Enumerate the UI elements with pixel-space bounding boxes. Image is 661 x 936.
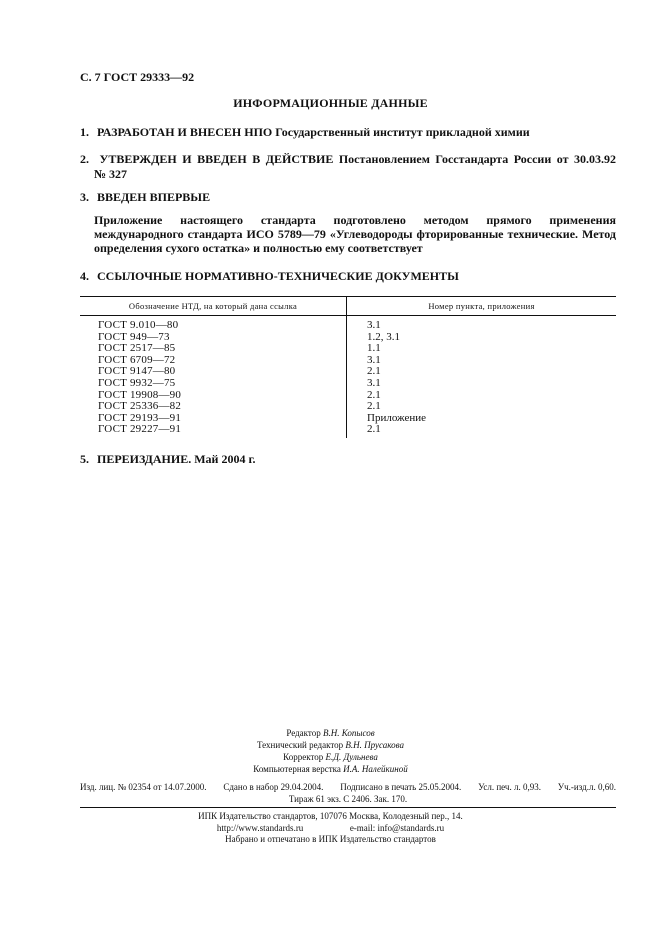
credit-tech-name: В.Н. Прусакова	[345, 740, 405, 750]
imprint-typeset-date: Сдано в набор 29.04.2004.	[223, 782, 324, 792]
section-4	[80, 269, 616, 284]
credit-editor	[0, 727, 661, 739]
credit-layout-role: Компьютерная верстка	[253, 764, 341, 774]
table-header-doc: Обозначение НТД, на который дана ссылка	[128, 301, 298, 311]
publisher-info	[0, 811, 661, 846]
section-1-heading: РАЗРАБОТАН И ВНЕСЕН НПО Государственный институт прикладной химии	[97, 125, 530, 139]
section-5-heading: ПЕРЕИЗДАНИЕ. Май 2004 г.	[97, 452, 256, 466]
table-cell-ref: Приложение	[367, 411, 427, 424]
table-cell-ref: 1.2, 3.1	[367, 330, 400, 343]
table-cell-doc: ГОСТ 2517—85	[98, 342, 176, 355]
imprint-line-1	[80, 781, 616, 793]
table-cell-ref: 2.1	[367, 388, 381, 401]
editorial-credits	[0, 727, 661, 775]
section-1	[80, 125, 616, 140]
table-cell-ref: 2.1	[367, 365, 381, 378]
table-top-rule	[80, 296, 616, 297]
publisher-website[interactable]: http://www.standards.ru	[216, 822, 304, 833]
section-2	[80, 152, 616, 167]
section-3	[80, 190, 616, 205]
credit-tech-editor	[0, 739, 661, 751]
section-3-text: Приложение настоящего стандарта подготовлено методом прямого применения международного стандарта ИСО 5789—79 «Углеводороды фторированные технические. Метод определения сухого остатка» и полностью ему соответствует	[94, 213, 616, 255]
imprint-line-2: Тираж 61 экз. С 2406. Зак. 170.	[288, 794, 408, 804]
table-cell-doc: ГОСТ 19908—90	[98, 388, 182, 401]
table-cell-doc: ГОСТ 9147—80	[98, 365, 176, 378]
credit-corr-role: Корректор	[283, 752, 324, 762]
section-2-cont: № 327	[94, 167, 128, 181]
imprint-license: Изд. лиц. № 02354 от 14.07.2000.	[80, 782, 207, 792]
credit-tech-role: Технический редактор	[256, 740, 344, 750]
table-cell-ref: 2.1	[367, 423, 381, 436]
publisher-contacts	[0, 823, 661, 835]
section-2-heading: УТВЕРЖДЕН И ВВЕДЕН В ДЕЙСТВИЕ Постановлением Госстандарта России от 30.03.92	[99, 152, 617, 166]
section-4-number: 4.	[80, 269, 89, 283]
credit-editor-name: В.Н. Копысов	[323, 728, 375, 738]
table-cell-ref: 3.1	[367, 353, 381, 366]
section-2-number: 2.	[80, 152, 89, 166]
table-row	[80, 424, 616, 436]
table-header-ref: Номер пункта, приложения	[428, 301, 535, 311]
section-3-heading: ВВЕДЕН ВПЕРВЫЕ	[97, 190, 211, 204]
credit-editor-role: Редактор	[286, 728, 321, 738]
section-5-number: 5.	[80, 452, 89, 466]
table-cell-ref: 3.1	[367, 376, 381, 389]
table-cell-doc: ГОСТ 9932—75	[98, 376, 176, 389]
table-row	[80, 320, 616, 332]
imprint-pub-sheets: Уч.-изд.л. 0,60.	[557, 782, 616, 792]
table-body	[80, 320, 616, 436]
credit-corr-name: Е.Д. Дульнева	[325, 752, 378, 762]
table-cell-ref: 3.1	[367, 319, 381, 331]
imprint-print-sheets: Усл. печ. л. 0,93.	[478, 782, 541, 792]
publisher-address: ИПК Издательство стандартов, 107076 Москва, Колодезный пер., 14.	[198, 811, 463, 821]
page-title: ИНФОРМАЦИОННЫЕ ДАННЫЕ	[233, 96, 428, 110]
table-row	[80, 378, 616, 390]
section-5	[80, 452, 616, 467]
table-cell-doc: ГОСТ 29193—91	[98, 411, 182, 424]
credit-layout-name: И.А. Налейкиной	[343, 764, 408, 774]
section-4-heading: ССЫЛОЧНЫЕ НОРМАТИВНО-ТЕХНИЧЕСКИЕ ДОКУМЕНТЫ	[97, 269, 459, 283]
table-cell-doc: ГОСТ 6709—72	[98, 353, 176, 366]
page-header: С. 7 ГОСТ 29333—92	[80, 70, 195, 84]
section-1-number: 1.	[80, 125, 89, 139]
table-cell-doc: ГОСТ 9.010—80	[98, 319, 179, 331]
table-cell-doc: ГОСТ 25336—82	[98, 400, 182, 413]
references-table	[80, 296, 616, 438]
imprint-print-date: Подписано в печать 25.05.2004.	[340, 782, 462, 792]
footer-rule	[80, 807, 616, 808]
table-cell-doc: ГОСТ 949—73	[98, 330, 170, 343]
credit-layout	[0, 763, 661, 775]
section-3-number: 3.	[80, 190, 89, 204]
table-cell-ref: 1.1	[367, 342, 381, 355]
publisher-printed: Набрано и отпечатано в ИПК Издательство стандартов	[225, 834, 436, 844]
table-header-rule	[80, 315, 616, 316]
table-row	[80, 401, 616, 413]
table-cell-doc: ГОСТ 29227—91	[98, 423, 182, 436]
table-cell-ref: 2.1	[367, 400, 381, 413]
credit-corrector	[0, 751, 661, 763]
publisher-email[interactable]: e-mail: info@standards.ru	[349, 822, 445, 833]
imprint	[80, 781, 616, 805]
